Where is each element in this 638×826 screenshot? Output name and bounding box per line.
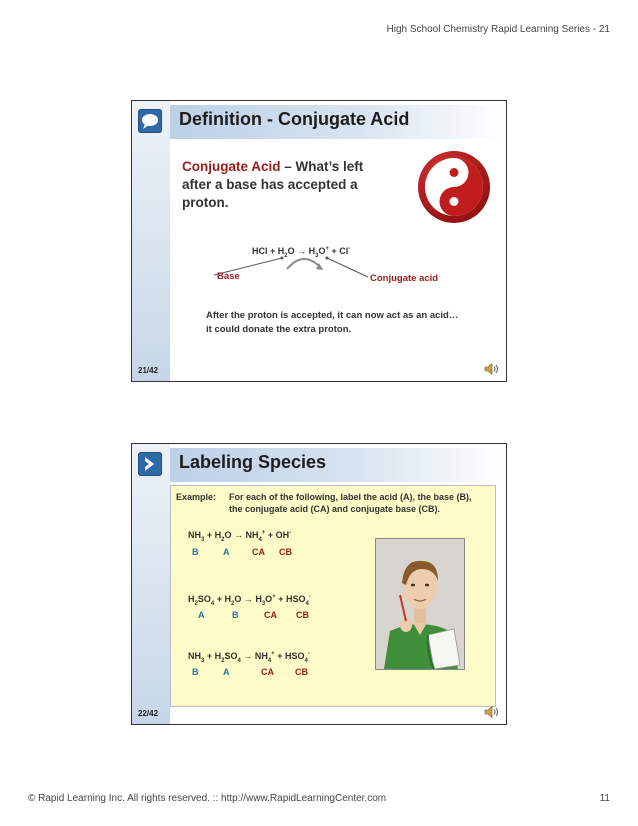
slide-left-band — [132, 444, 170, 724]
slide-number: 21/42 — [138, 366, 159, 375]
rx-sub: 3 — [261, 600, 266, 607]
rx-part: H — [188, 594, 195, 604]
slide-conjugate-acid — [131, 100, 507, 382]
rx-part: NH — [188, 651, 201, 661]
eq-part: O — [318, 246, 326, 256]
rx-part: NH — [188, 530, 201, 540]
slide-number: 22/42 — [138, 709, 159, 718]
species-label: CB — [295, 667, 308, 677]
speaker-icon[interactable] — [484, 705, 500, 719]
rx-sub: 3 — [201, 536, 205, 543]
species-label: CA — [252, 547, 265, 557]
rx-part: SO — [197, 594, 211, 604]
reaction-1 — [188, 530, 291, 543]
rx-sub: 4 — [267, 657, 272, 664]
footer-page-number: 11 — [599, 793, 610, 804]
eq-part: HCl + H — [252, 246, 285, 256]
species-label: B — [192, 547, 199, 557]
eq-part: O — [287, 246, 298, 256]
rx-sup: - — [289, 530, 292, 536]
rx-sub: 2 — [230, 600, 235, 607]
example-text: For each of the following, label the acid (A), the base (B), the conjugate acid (CA) and conjugate base (CB). — [229, 492, 472, 514]
rx-sub: 4 — [237, 657, 241, 664]
species-label: A — [223, 667, 230, 677]
species-label: B — [232, 610, 239, 620]
species-label: CB — [296, 610, 309, 620]
rx-part: + H — [204, 530, 222, 540]
rx-sub: 4 — [210, 600, 215, 607]
rx-sub: 2 — [221, 536, 225, 543]
eq-arrow: → — [297, 246, 307, 256]
example-prompt — [176, 491, 486, 515]
page-header: High School Chemistry Rapid Learning Series - 21 — [386, 24, 610, 35]
rx-part: O — [234, 594, 244, 604]
eq-part: + Cl — [329, 246, 349, 256]
speaker-icon[interactable] — [484, 362, 500, 376]
rx-arrow: → — [233, 530, 243, 540]
rx-sub: 2 — [221, 657, 225, 664]
species-label: A — [223, 547, 230, 557]
rx-arrow: → — [243, 594, 253, 604]
example-label: Example: — [176, 492, 217, 502]
eq-sub: 3 — [315, 252, 319, 259]
eq-part: H — [306, 246, 316, 256]
species-label: CB — [279, 547, 292, 557]
reaction-3 — [188, 651, 310, 664]
arrow-right-icon — [138, 452, 162, 476]
rx-part: + OH — [265, 530, 290, 540]
rx-sub: 4 — [305, 600, 309, 607]
rx-part: H — [252, 594, 262, 604]
label-base: Base — [217, 271, 240, 282]
rx-sub: 2 — [194, 600, 198, 607]
reaction-2 — [188, 594, 311, 607]
proton-transfer-arrows — [132, 101, 507, 382]
eq-sup: - — [348, 246, 351, 252]
rx-sup: + — [271, 651, 275, 657]
rx-part: + HSO — [275, 594, 306, 604]
slide-labeling-species — [131, 443, 507, 725]
species-label: A — [198, 610, 205, 620]
rx-sup: - — [308, 594, 311, 600]
rx-sup: + — [261, 530, 266, 536]
footer-copyright: © Rapid Learning Inc. All rights reserved. :: http://www.RapidLearningCenter.com — [28, 793, 387, 804]
species-label: CA — [264, 610, 277, 620]
rx-part: O — [265, 594, 273, 604]
species-label: CA — [261, 667, 274, 677]
explanation-text: After the proton is accepted, it can now act as an acid… it could donate the extra proton. — [206, 310, 459, 335]
label-conjugate-acid: Conjugate acid — [370, 273, 439, 284]
species-label: B — [192, 667, 199, 677]
rx-part: + HSO — [274, 651, 305, 661]
student-photo — [375, 538, 465, 670]
rx-part: + H — [204, 651, 222, 661]
slide-title: Definition - Conjugate Acid — [179, 109, 410, 129]
rx-part: O — [224, 530, 234, 540]
rx-sup: - — [307, 651, 310, 657]
rx-sub: 4 — [258, 536, 262, 543]
rx-sub: 4 — [304, 657, 308, 664]
rx-arrow: → — [243, 651, 253, 661]
slide-title: Labeling Species — [179, 452, 327, 472]
rx-part: NH — [242, 530, 259, 540]
rx-part: SO — [224, 651, 238, 661]
rx-part: NH — [252, 651, 268, 661]
definition-body: – What’s left after a base has accepted a proton. — [182, 159, 364, 210]
rx-sub: 3 — [201, 657, 205, 664]
page-footer — [28, 793, 610, 804]
eq-sub: 2 — [284, 252, 288, 259]
rx-sup: + — [272, 594, 276, 600]
rx-part: + H — [214, 594, 231, 604]
eq-sup: + — [325, 246, 329, 252]
definition-term: Conjugate Acid — [182, 159, 281, 174]
